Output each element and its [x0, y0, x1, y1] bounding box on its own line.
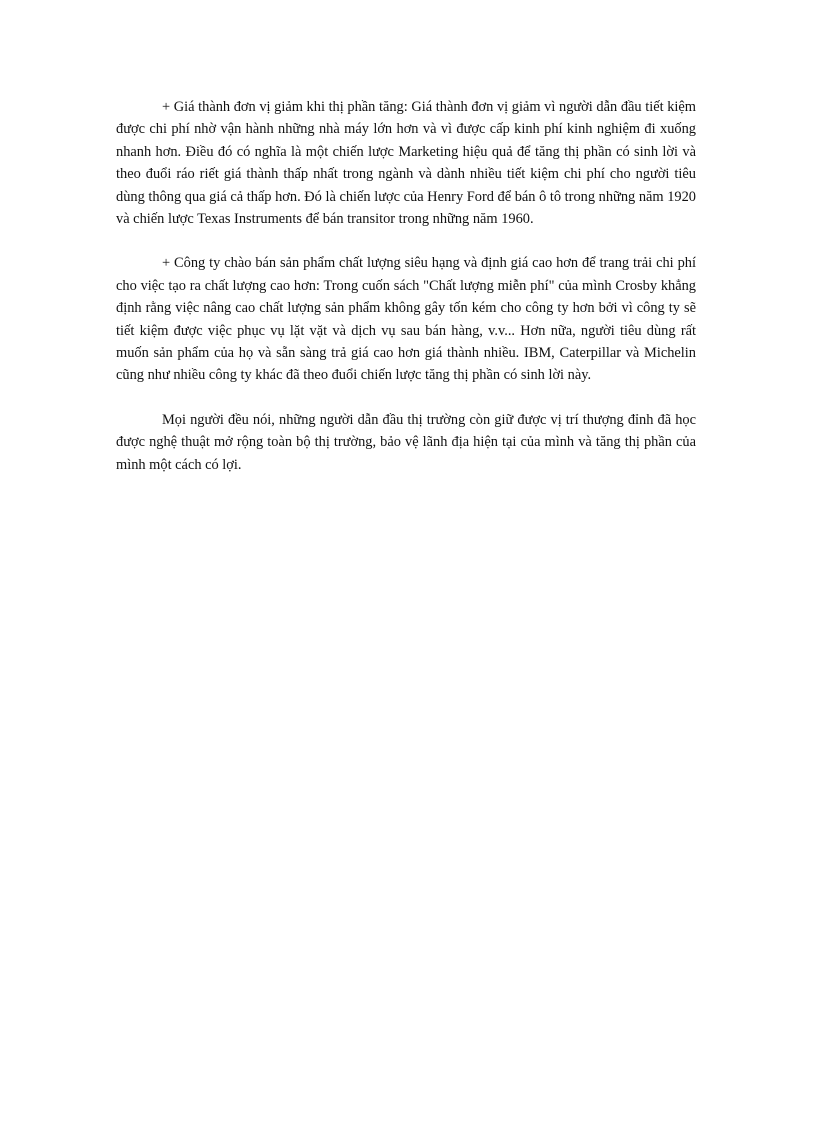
paragraph-quality-pricing: + Công ty chào bán sản phẩm chất lượng siêu hạng và định giá cao hơn để trang trải chi phí cho việc tạo ra chất lượng cao hơn: Trong cuốn sách "Chất lượng miễn phí" của mình Crosby khẳng định rằng việc nâng cao chất lượng sản phẩm không gây tốn kém cho công ty hơn bởi vì công ty sẽ tiết kiệm được việc phục vụ lặt vặt và dịch vụ sau bán hàng, v.v... Hơn nữa, người tiêu dùng rất muốn sản phẩm của họ và sẵn sàng trả giá cao hơn giá thành nhiều. IBM, Caterpillar và Michelin cũng như nhiều công ty khác đã theo đuổi chiến lược tăng thị phần có sinh lời này. [116, 255, 696, 384]
paragraph-unit-cost: + Giá thành đơn vị giảm khi thị phần tăng: Giá thành đơn vị giảm vì người dẫn đầu tiết kiệm được chi phí nhờ vận hành những nhà máy lớn hơn và vì được cấp kinh phí kinh nghiệm đi xuống nhanh hơn. Điều đó có nghĩa là một chiến lược Marketing hiệu quả để tăng thị phần có sinh lời và theo đuổi ráo riết giá thành thấp nhất trong ngành và dành nhiều tiết kiệm chi phí cho người tiêu dùng thông qua giá cả thấp hơn. Đó là chiến lược của Henry Ford để bán ô tô trong những năm 1920 và chiến lược Texas Instruments để bán transitor trong những năm 1960. [116, 99, 696, 228]
document-page [116, 96, 696, 498]
paragraph-market-leaders: Mọi người đều nói, những người dẫn đầu thị trường còn giữ được vị trí thượng đỉnh đã học được nghệ thuật mở rộng toàn bộ thị trường, bảo vệ lãnh địa hiện tại của mình và tăng thị phần của mình một cách có lợi. [116, 411, 696, 473]
